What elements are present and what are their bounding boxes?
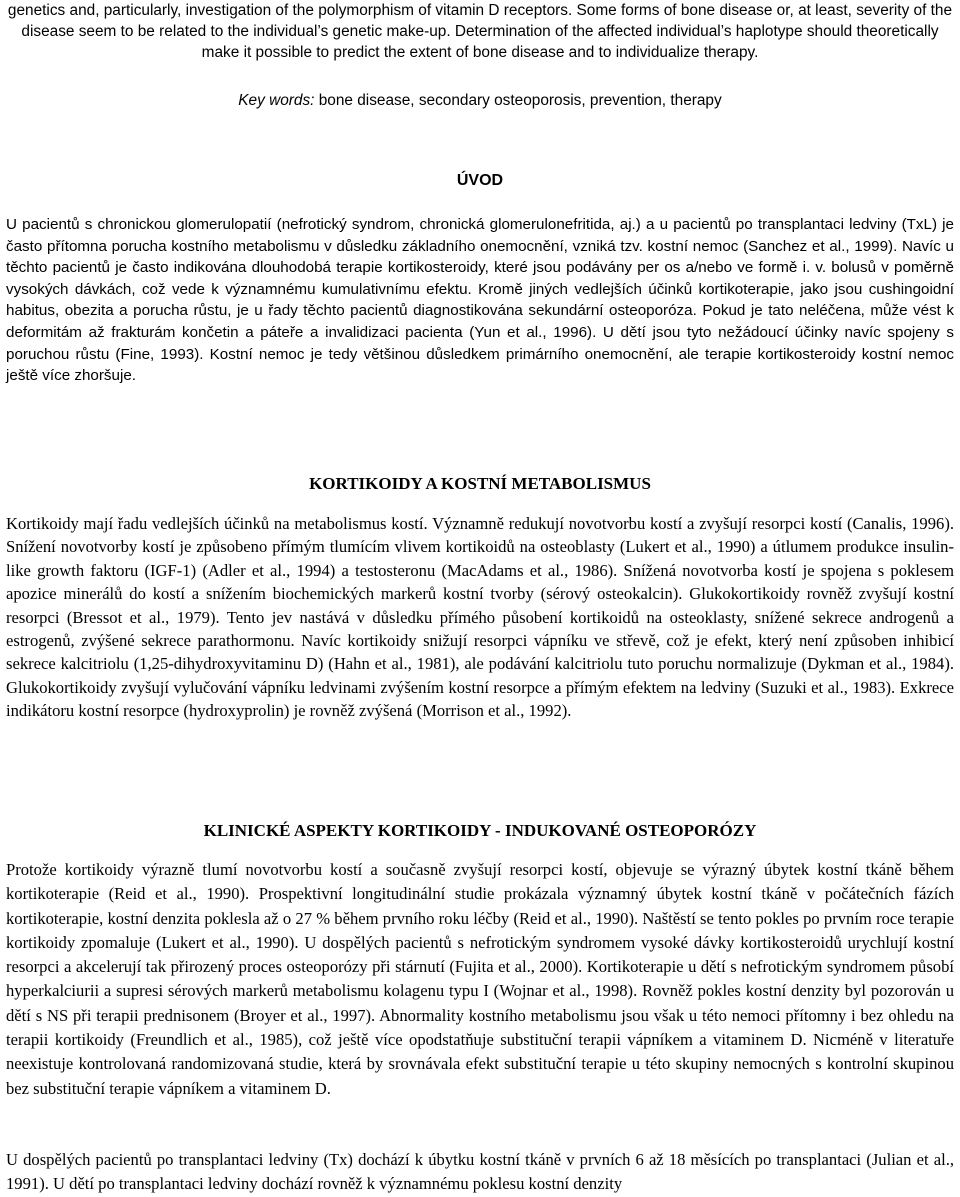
abstract-text: genetics and, particularly, investigation of the polymorphism of vitamin D receptors. Some forms of bone disease or, at least, severity of the disease seem to be related to the individual’s genetic make-up. Determination of the affected individual’s haplotype should theoretically make it possible to predict the extent of bone disease and to individualize therapy. — [7, 2, 953, 61]
heading-uvod: ÚVOD — [456, 172, 504, 189]
keywords-line — [6, 90, 954, 111]
paragraph-uvod: U pacientů s chronickou glomerulopatií (nefrotický syndrom, chronická glomerulonefritida, aj.) a u pacientů po transplantaci ledviny (TxL) je často přítomna porucha kostního metabolismu v důsledku základního onemocnění, vzniká tzv. kostní nemoc (Sanchez et al., 1999). Navíc u těchto pacientů je často indikována dlouhodobá terapie kortikosteroidy, které jsou podávány per os a/nebo ve formě i. v. bolusů v poměrně vysokých dávkách, což vede k významnému kumulativnímu efektu. Kromě jiných vedlejších účinků kortikoterapie, jako jsou cushingoidní habitus, obezita a porucha růstu, je u řady těchto pacientů diagnostikována sekundární osteoporóza. Pokud je tato neléčena, může vést k deformitám až frakturám končetin a páteře a invalidizaci pacienta (Yun et al., 1996). U dětí jsou tyto nežádoucí účinky navíc spojeny s poruchou růstu (Fine, 1993). Kostní nemoc je tedy většinou důsledkem primárního onemocnění, ale terapie kortikosteroidy kostní nemoc ještě více zhoršuje. — [6, 216, 954, 385]
abstract-tail — [6, 0, 954, 63]
keywords-label: Key words: — [238, 92, 315, 109]
paragraph-klinicke-1: Protože kortikoidy výrazně tlumí novotvorbu kostí a současně zvyšují resorpci kostí, objevuje se výrazný úbytek kostní tkáně během kortikoterapie (Reid et al., 1990). Prospektivní longitudinální studie prokázala významný úbytek kostní tkáně v počátečních fázích kortikoterapie, kostní denzita poklesla až o 27 % během prvního roku léčby (Reid et al., 1990). Naštěstí se tento pokles po prvním roce terapie kortikoidy zpomaluje (Lukert et al., 1990). U dospělých pacientů s nefrotickým syndromem vysoké dávky kortikosteroidů urychlují kostní resorpci a akcelerují tak přirozený proces osteoporózy při stárnutí (Fujita et al., 2000). Kortikoterapie u dětí s nefrotickým syndromem působí hyperkalciurii a supresi sérových markerů metabolismu kolagenu typu I (Wojnar et al., 1998). Rovněž pokles kostní denzity byl pozorován u dětí s NS při terapii prednisonem (Broyer et al., 1997). Abnormality kostního metabolismu jsou však u této nemoci přítomny i bez ohledu na terapii kortikoidy (Freundlich et al., 1985), což ještě více opodstatňuje substituční terapii vápníkem a vitaminem D. Nicméně v literatuře neexistuje kontrolovaná randomizovaná studie, která by srovnávala efekt substituční terapie u této skupiny nemocných s kontrolní skupinou bez substituční terapie vápníkem a vitaminem D. — [6, 860, 954, 1098]
heading-klinicke: KLINICKÉ ASPEKTY KORTIKOIDY - INDUKOVANÉ OSTEOPORÓZY — [203, 821, 757, 840]
paragraph-klinicke-2: U dospělých pacientů po transplantaci ledviny (Tx) dochází k úbytku kostní tkáně v prvních 6 až 18 měsících po transplantaci (Julian et al., 1991). U dětí po transplantaci ledviny dochází rovněž k významnému poklesu kostní denzity — [6, 1150, 954, 1194]
paragraph-kortikoidy: Kortikoidy mají řadu vedlejších účinků na metabolismus kostí. Významně redukují novotvorbu kostí a zvyšují resorpci kostí (Canalis, 1996). Snížení novotvorby kostí je způsobeno přímým tlumícím vlivem kortikoidů na osteoblasty (Lukert et al., 1990) a útlumem produkce insulin-like growth faktoru (IGF-1) (Adler et al., 1994) a testosteronu (MacAdams et al., 1986). Snížená novotvorba kostí je spojena s poklesem apozice minerálů do kostí a snížením biochemických markerů kostní tvorby (sérový osteokalcin). Glukokortikoidy rovněž zvyšují kostní resorpci (Bressot et al., 1979). Tento jev nastává v důsledku přímého působení kortikoidů na osteoklasty, snížené sekrece androgenů a estrogenů, zvýšené sekrece parathormonu. Navíc kortikoidy snižují resorpci vápníku ve střevě, což je efekt, který není způsoben inhibicí sekrece kalcitriolu (1,25-dihydroxyvitaminu D) (Hahn et al., 1981), ale podávání kalcitriolu tuto poruchu normalizuje (Dykman et al., 1984). Glukokortikoidy zvyšují vylučování vápníku ledvinami zvýšením kostní resorpce a přímým efektem na ledviny (Suzuki et al., 1983). Exkrece indikátoru kostní resorpce (hydroxyprolin) je rovněž zvýšená (Morrison et al., 1992). — [6, 514, 954, 721]
heading-kortikoidy: KORTIKOIDY A KOSTNÍ METABOLISMUS — [309, 474, 651, 493]
keywords-text: bone disease, secondary osteoporosis, prevention, therapy — [314, 92, 722, 109]
